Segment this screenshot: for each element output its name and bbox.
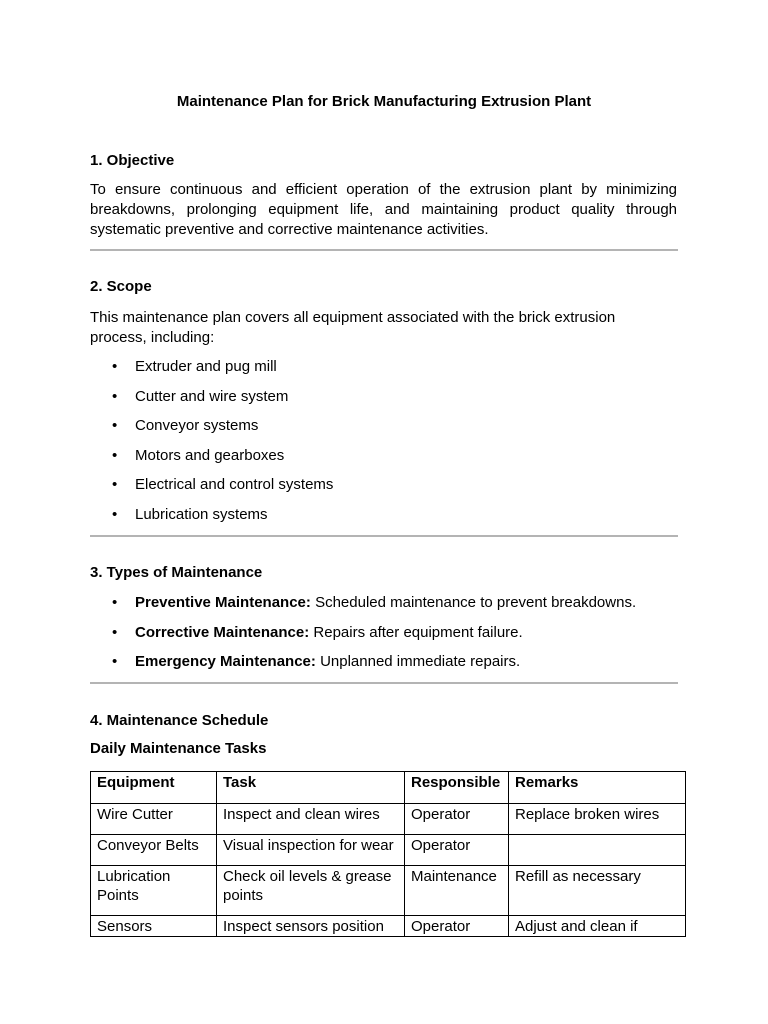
section-divider <box>90 682 678 684</box>
table-row <box>91 835 686 866</box>
bullet-icon: • <box>112 358 118 375</box>
table-cell: Visual inspection for wear <box>217 835 405 866</box>
table-cell <box>509 835 686 866</box>
table-cell: Conveyor Belts <box>91 835 217 866</box>
table-cell: Lubrication Points <box>91 866 217 916</box>
table-cell: Inspect sensors position <box>217 916 405 937</box>
bullet-icon: • <box>112 653 118 671</box>
list-item: • Cutter and wire system <box>112 387 289 405</box>
list-item: • Motors and gearboxes <box>112 446 285 464</box>
table-cell: Maintenance <box>405 866 509 916</box>
types-heading: 3. Types of Maintenance <box>90 564 263 581</box>
bullet-icon: • <box>112 594 118 611</box>
list-item: • Conveyor systems <box>112 417 259 435</box>
list-item: • Lubrication systems <box>112 505 268 523</box>
bullet-icon: • <box>112 446 118 464</box>
document-title: Maintenance Plan for Brick Manufacturing Extrusion Plant <box>176 93 592 110</box>
section-divider <box>90 535 678 537</box>
table-cell: Operator <box>405 835 509 866</box>
table-cell: Adjust and clean if <box>509 916 686 937</box>
bullet-icon: • <box>112 417 118 435</box>
daily-tasks-table <box>90 771 686 937</box>
table-cell: Wire Cutter <box>91 804 217 835</box>
schedule-heading: 4. Maintenance Schedule <box>90 712 269 729</box>
bullet-icon: • <box>112 505 118 523</box>
table-row <box>91 916 686 937</box>
list-item: • Preventive Maintenance: Scheduled maintenance to prevent breakdowns. <box>112 594 637 611</box>
bullet-icon: • <box>112 387 118 405</box>
list-item: • Corrective Maintenance: Repairs after equipment failure. <box>112 623 523 641</box>
table-row <box>91 866 686 916</box>
list-item: • Electrical and control systems <box>112 476 334 494</box>
table-cell: Replace broken wires <box>509 804 686 835</box>
objective-heading: 1. Objective <box>90 152 175 169</box>
column-header-remarks: Remarks <box>509 772 686 804</box>
types-list <box>90 594 636 683</box>
table-cell: Refill as necessary <box>509 866 686 916</box>
list-item: • Extruder and pug mill <box>112 358 277 375</box>
table-cell: Sensors <box>91 916 217 937</box>
list-item: • Emergency Maintenance: Unplanned immediate repairs. <box>112 653 521 671</box>
objective-text: To ensure continuous and efficient operation of the extrusion plant by minimizing breakdowns, prolonging equipment life, and maintaining product quality through systematic preventive and corrective maintenance activities. <box>90 181 677 238</box>
table-cell: Operator <box>405 804 509 835</box>
column-header-equipment: Equipment <box>91 772 217 804</box>
scope-intro: This maintenance plan covers all equipment associated with the brick extrusion process, including: <box>90 309 616 346</box>
scope-list <box>90 358 333 536</box>
table-header-row <box>91 772 686 804</box>
bullet-icon: • <box>112 623 118 641</box>
column-header-task: Task <box>217 772 405 804</box>
table-row <box>91 804 686 835</box>
section-divider <box>90 249 678 251</box>
scope-heading: 2. Scope <box>90 278 152 295</box>
table-cell: Inspect and clean wires <box>217 804 405 835</box>
table-cell: Operator <box>405 916 509 937</box>
column-header-responsible: Responsible <box>405 772 509 804</box>
table-cell: Check oil levels & grease points <box>217 866 405 916</box>
schedule-subheading: Daily Maintenance Tasks <box>90 740 267 757</box>
bullet-icon: • <box>112 476 118 494</box>
